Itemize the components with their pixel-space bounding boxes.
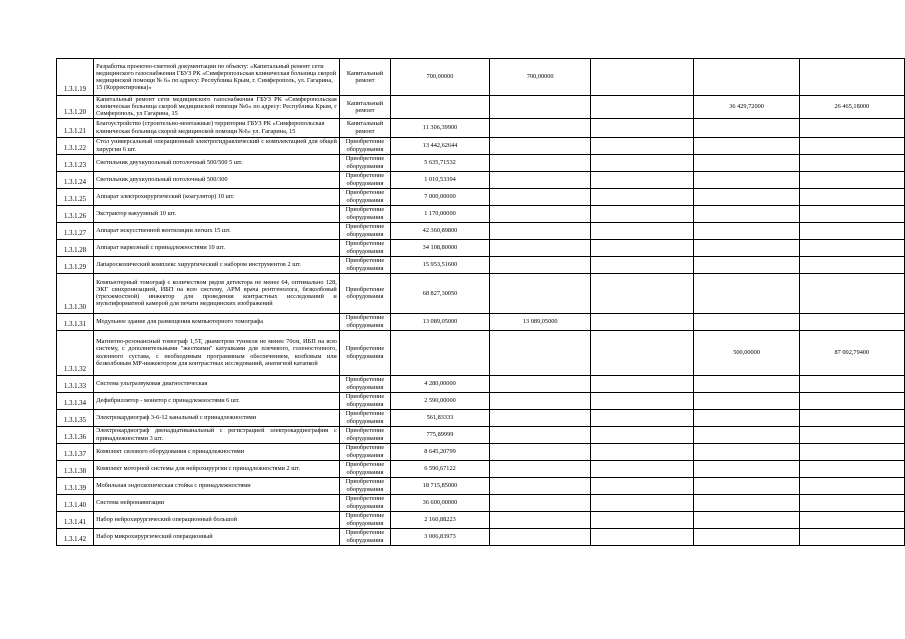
amount-col-4 (694, 256, 799, 273)
amount-col-4 (694, 443, 799, 460)
row-number: 1.3.1.33 (57, 375, 94, 392)
amount-col-3 (591, 313, 694, 330)
item-name: Система ультразвуковая диагностическая (94, 375, 340, 392)
expense-type: Приобретение оборудования (339, 443, 390, 460)
item-name: Светильник двухкупольный потолочный 500/300 (94, 171, 340, 188)
row-number: 1.3.1.26 (57, 205, 94, 222)
expense-type: Приобретение оборудования (339, 273, 390, 313)
row-number: 1.3.1.23 (57, 154, 94, 171)
amount-col-1: 42 360,89800 (391, 222, 490, 239)
amount-col-5 (799, 409, 904, 426)
amount-col-5 (799, 460, 904, 477)
item-name: Светильник двухкупольный потолочный 500/500 5 шт. (94, 154, 340, 171)
amount-col-3 (591, 511, 694, 528)
amount-col-1: 13 442,62644 (391, 137, 490, 154)
amount-col-2 (489, 477, 591, 494)
expense-type: Приобретение оборудования (339, 460, 390, 477)
row-number: 1.3.1.34 (57, 392, 94, 409)
table-row (57, 392, 905, 409)
amount-col-3 (591, 137, 694, 154)
amount-col-3 (591, 205, 694, 222)
amount-col-1 (391, 96, 490, 119)
amount-col-1: 15 953,51600 (391, 256, 490, 273)
amount-col-2 (489, 392, 591, 409)
amount-col-5 (799, 426, 904, 443)
table-row (57, 426, 905, 443)
amount-col-2 (489, 118, 591, 137)
row-number: 1.3.1.29 (57, 256, 94, 273)
row-number: 1.3.1.41 (57, 511, 94, 528)
amount-col-4 (694, 154, 799, 171)
amount-col-5 (799, 392, 904, 409)
table-row (57, 511, 905, 528)
amount-col-2: 13 089,05000 (489, 313, 591, 330)
expense-type: Капитальный ремонт (339, 59, 390, 96)
expense-type: Приобретение оборудования (339, 511, 390, 528)
item-name: Стол универсальный операционный электрогидравлический с комплектацией для общей хирургии 6 шт. (94, 137, 340, 154)
amount-col-4 (694, 188, 799, 205)
item-name: Мобильная эндоскопическая стойка с принадлежностями (94, 477, 340, 494)
amount-col-3 (591, 330, 694, 375)
expense-type: Приобретение оборудования (339, 409, 390, 426)
amount-col-5 (799, 188, 904, 205)
amount-col-4 (694, 375, 799, 392)
table-row (57, 477, 905, 494)
item-name: Благоустройство (строительно-монтажные) территории ГБУЗ РК «Симферопольская клиническая больница скорой медицинской помощи №6» ул. Гагарина, 15 (94, 118, 340, 137)
amount-col-4: 500,00000 (694, 330, 799, 375)
item-name: Магнитно-резонансный томограф 1,5Т, диаметром туннеля не менее 70см, ИБП на всю систему, с дополнительными "жесткими" катушками для плечевого, голеностопного, коленного сустава, с необходимым программным обеспечением, колбовым или безколбовым МР-инжектором для контрастных исследований, анатигной катапкой (94, 330, 340, 375)
item-name: Аппарат наркозный с принадлежностями 10 шт. (94, 239, 340, 256)
table-row (57, 273, 905, 313)
item-name: Аппарат электрохирургический (коагулятор) 10 шт. (94, 188, 340, 205)
row-number: 1.3.1.31 (57, 313, 94, 330)
amount-col-2 (489, 137, 591, 154)
row-number: 1.3.1.38 (57, 460, 94, 477)
amount-col-2 (489, 96, 591, 119)
amount-col-2 (489, 330, 591, 375)
amount-col-5 (799, 511, 904, 528)
amount-col-2 (489, 443, 591, 460)
amount-col-2 (489, 171, 591, 188)
row-number: 1.3.1.20 (57, 96, 94, 119)
amount-col-2 (489, 188, 591, 205)
amount-col-5 (799, 375, 904, 392)
table-row (57, 171, 905, 188)
item-name: Аппарат искусственной вентиляции легких 15 шт. (94, 222, 340, 239)
expenditure-table (56, 58, 905, 546)
table-row (57, 59, 905, 96)
amount-col-3 (591, 443, 694, 460)
amount-col-4 (694, 494, 799, 511)
expense-type: Приобретение оборудования (339, 330, 390, 375)
row-number: 1.3.1.24 (57, 171, 94, 188)
expense-type: Капитальный ремонт (339, 118, 390, 137)
amount-col-2: 700,00000 (489, 59, 591, 96)
amount-col-2 (489, 494, 591, 511)
expense-type: Приобретение оборудования (339, 528, 390, 545)
item-name: Комплект силового оборудования с принадлежностями (94, 443, 340, 460)
item-name: Лапароскопический комплекс хирургический с набором инструментов 2 шт. (94, 256, 340, 273)
amount-col-5 (799, 273, 904, 313)
amount-col-3 (591, 273, 694, 313)
amount-col-4 (694, 313, 799, 330)
row-number: 1.3.1.42 (57, 528, 94, 545)
table-row (57, 96, 905, 119)
amount-col-2 (489, 528, 591, 545)
table-row (57, 494, 905, 511)
expense-type: Приобретение оборудования (339, 188, 390, 205)
amount-col-4 (694, 205, 799, 222)
amount-col-1: 7 000,00000 (391, 188, 490, 205)
amount-col-2 (489, 239, 591, 256)
row-number: 1.3.1.36 (57, 426, 94, 443)
amount-col-3 (591, 256, 694, 273)
expense-type: Приобретение оборудования (339, 256, 390, 273)
amount-col-4 (694, 477, 799, 494)
item-name: Компьютерный томограф с количеством рядов детектора не менее 64, оптимально 128, ЭКГ синхронизацией, ИБП на всю систему, АРМ врача рентгенолога, безколбовый (трехжмостной) инжектор для проведения контрастных исследований и мультиформатной камерой для печати медицинских изображений (94, 273, 340, 313)
amount-col-3 (591, 409, 694, 426)
table-row (57, 313, 905, 330)
row-number: 1.3.1.22 (57, 137, 94, 154)
amount-col-3 (591, 222, 694, 239)
amount-col-1: 775,89999 (391, 426, 490, 443)
amount-col-4 (694, 239, 799, 256)
item-name: Комплект моторной системы для нейрохирургии с принадлежностями 2 шт. (94, 460, 340, 477)
amount-col-3 (591, 154, 694, 171)
amount-col-1: 6 590,67122 (391, 460, 490, 477)
item-name: Набор микрохирургический операционный (94, 528, 340, 545)
amount-col-4 (694, 511, 799, 528)
row-number: 1.3.1.32 (57, 330, 94, 375)
row-number: 1.3.1.28 (57, 239, 94, 256)
item-name: Набор нейрохирургический операционный большой (94, 511, 340, 528)
row-number: 1.3.1.25 (57, 188, 94, 205)
amount-col-2 (489, 375, 591, 392)
amount-col-1: 1 170,00000 (391, 205, 490, 222)
row-number: 1.3.1.19 (57, 59, 94, 96)
table-row (57, 460, 905, 477)
amount-col-5 (799, 528, 904, 545)
amount-col-2 (489, 256, 591, 273)
item-name: Модульное здание для размещения компьютерного томографа (94, 313, 340, 330)
amount-col-1: 1 010,53394 (391, 171, 490, 188)
amount-col-5 (799, 222, 904, 239)
amount-col-4 (694, 222, 799, 239)
amount-col-3 (591, 494, 694, 511)
amount-col-1: 8 645,20799 (391, 443, 490, 460)
amount-col-2 (489, 273, 591, 313)
amount-col-4 (694, 137, 799, 154)
amount-col-5 (799, 154, 904, 171)
amount-col-2 (489, 460, 591, 477)
expense-type: Капитальный ремонт (339, 96, 390, 119)
item-name: Дефибриллятор - монитор с принадлежностями 6 шт. (94, 392, 340, 409)
expense-type: Приобретение оборудования (339, 137, 390, 154)
amount-col-5 (799, 239, 904, 256)
amount-col-5 (799, 59, 904, 96)
amount-col-2 (489, 222, 591, 239)
amount-col-5 (799, 443, 904, 460)
amount-col-3 (591, 528, 694, 545)
amount-col-3 (591, 375, 694, 392)
amount-col-2 (489, 205, 591, 222)
expense-type: Приобретение оборудования (339, 205, 390, 222)
expense-type: Приобретение оборудования (339, 426, 390, 443)
amount-col-4: 36 429,72000 (694, 96, 799, 119)
item-name: Электрокардиограф 3-6-12 канальный с принадлежностями (94, 409, 340, 426)
amount-col-4 (694, 118, 799, 137)
table-row (57, 528, 905, 545)
amount-col-1: 18 715,85000 (391, 477, 490, 494)
amount-col-4 (694, 59, 799, 96)
item-name: Электрокардиограф двенадцатиканальный с регистрацией электрокардиографии с принадлежностями 3 шт. (94, 426, 340, 443)
expense-type: Приобретение оборудования (339, 154, 390, 171)
amount-col-1: 13 089,05000 (391, 313, 490, 330)
row-number: 1.3.1.30 (57, 273, 94, 313)
expense-type: Приобретение оборудования (339, 494, 390, 511)
table-row (57, 188, 905, 205)
amount-col-5: 87 002,79400 (799, 330, 904, 375)
amount-col-5 (799, 494, 904, 511)
amount-col-3 (591, 239, 694, 256)
table-row (57, 256, 905, 273)
amount-col-3 (591, 171, 694, 188)
amount-col-5 (799, 205, 904, 222)
amount-col-2 (489, 409, 591, 426)
amount-col-1: 2 590,00000 (391, 392, 490, 409)
row-number: 1.3.1.39 (57, 477, 94, 494)
table-row (57, 239, 905, 256)
amount-col-5 (799, 477, 904, 494)
amount-col-5 (799, 137, 904, 154)
table-row (57, 205, 905, 222)
amount-col-3 (591, 188, 694, 205)
amount-col-3 (591, 392, 694, 409)
table-row (57, 330, 905, 375)
amount-col-5 (799, 118, 904, 137)
amount-col-4 (694, 409, 799, 426)
amount-col-5: 26 465,18000 (799, 96, 904, 119)
amount-col-4 (694, 426, 799, 443)
amount-col-3 (591, 477, 694, 494)
amount-col-4 (694, 273, 799, 313)
amount-col-3 (591, 59, 694, 96)
expense-type: Приобретение оборудования (339, 313, 390, 330)
amount-col-1: 561,83333 (391, 409, 490, 426)
amount-col-1: 36 600,00000 (391, 494, 490, 511)
row-number: 1.3.1.21 (57, 118, 94, 137)
expense-type: Приобретение оборудования (339, 171, 390, 188)
item-name: Система нейронавигации (94, 494, 340, 511)
row-number: 1.3.1.35 (57, 409, 94, 426)
row-number: 1.3.1.40 (57, 494, 94, 511)
table-row (57, 409, 905, 426)
amount-col-1: 4 280,00000 (391, 375, 490, 392)
table-row (57, 222, 905, 239)
item-name: Капитальный ремонт сети медицинского газоснабжения ГБУЗ РК «Симферопольская клиническая больница скорой медицинской помощи №6» по адресу: Республика Крым, г Симферополь, ул Гагарина, 15 (94, 96, 340, 119)
table-row (57, 154, 905, 171)
amount-col-1: 11 306,39900 (391, 118, 490, 137)
amount-col-1: 5 635,71532 (391, 154, 490, 171)
expense-type: Приобретение оборудования (339, 375, 390, 392)
expense-type: Приобретение оборудования (339, 392, 390, 409)
amount-col-2 (489, 154, 591, 171)
expense-type: Приобретение оборудования (339, 222, 390, 239)
row-number: 1.3.1.27 (57, 222, 94, 239)
expense-type: Приобретение оборудования (339, 477, 390, 494)
amount-col-3 (591, 460, 694, 477)
amount-col-4 (694, 460, 799, 477)
table-row (57, 375, 905, 392)
amount-col-1 (391, 330, 490, 375)
amount-col-2 (489, 511, 591, 528)
amount-col-1: 700,00000 (391, 59, 490, 96)
amount-col-4 (694, 392, 799, 409)
table-row (57, 118, 905, 137)
table-row (57, 137, 905, 154)
amount-col-1: 34 108,80000 (391, 239, 490, 256)
item-name: Разработка проектно-сметной документации по объекту: «Капитальный ремонт сети медицинского газоснабжения ГБУЗ РК «Симферопольская клиническая больница скорой медицинской помощи № 6» по адресу: Республика Крым, г. Симферополь, ул. Гагарина, 15 (Корректировка)» (94, 59, 340, 96)
amount-col-5 (799, 256, 904, 273)
amount-col-1: 68 827,30050 (391, 273, 490, 313)
amount-col-2 (489, 426, 591, 443)
amount-col-3 (591, 426, 694, 443)
amount-col-4 (694, 528, 799, 545)
amount-col-1: 3 006,83973 (391, 528, 490, 545)
amount-col-1: 2 160,88223 (391, 511, 490, 528)
amount-col-3 (591, 96, 694, 119)
amount-col-5 (799, 171, 904, 188)
item-name: Экстрактор вакуумный 10 шт. (94, 205, 340, 222)
expense-type: Приобретение оборудования (339, 239, 390, 256)
table-row (57, 443, 905, 460)
amount-col-5 (799, 313, 904, 330)
amount-col-3 (591, 118, 694, 137)
row-number: 1.3.1.37 (57, 443, 94, 460)
amount-col-4 (694, 171, 799, 188)
